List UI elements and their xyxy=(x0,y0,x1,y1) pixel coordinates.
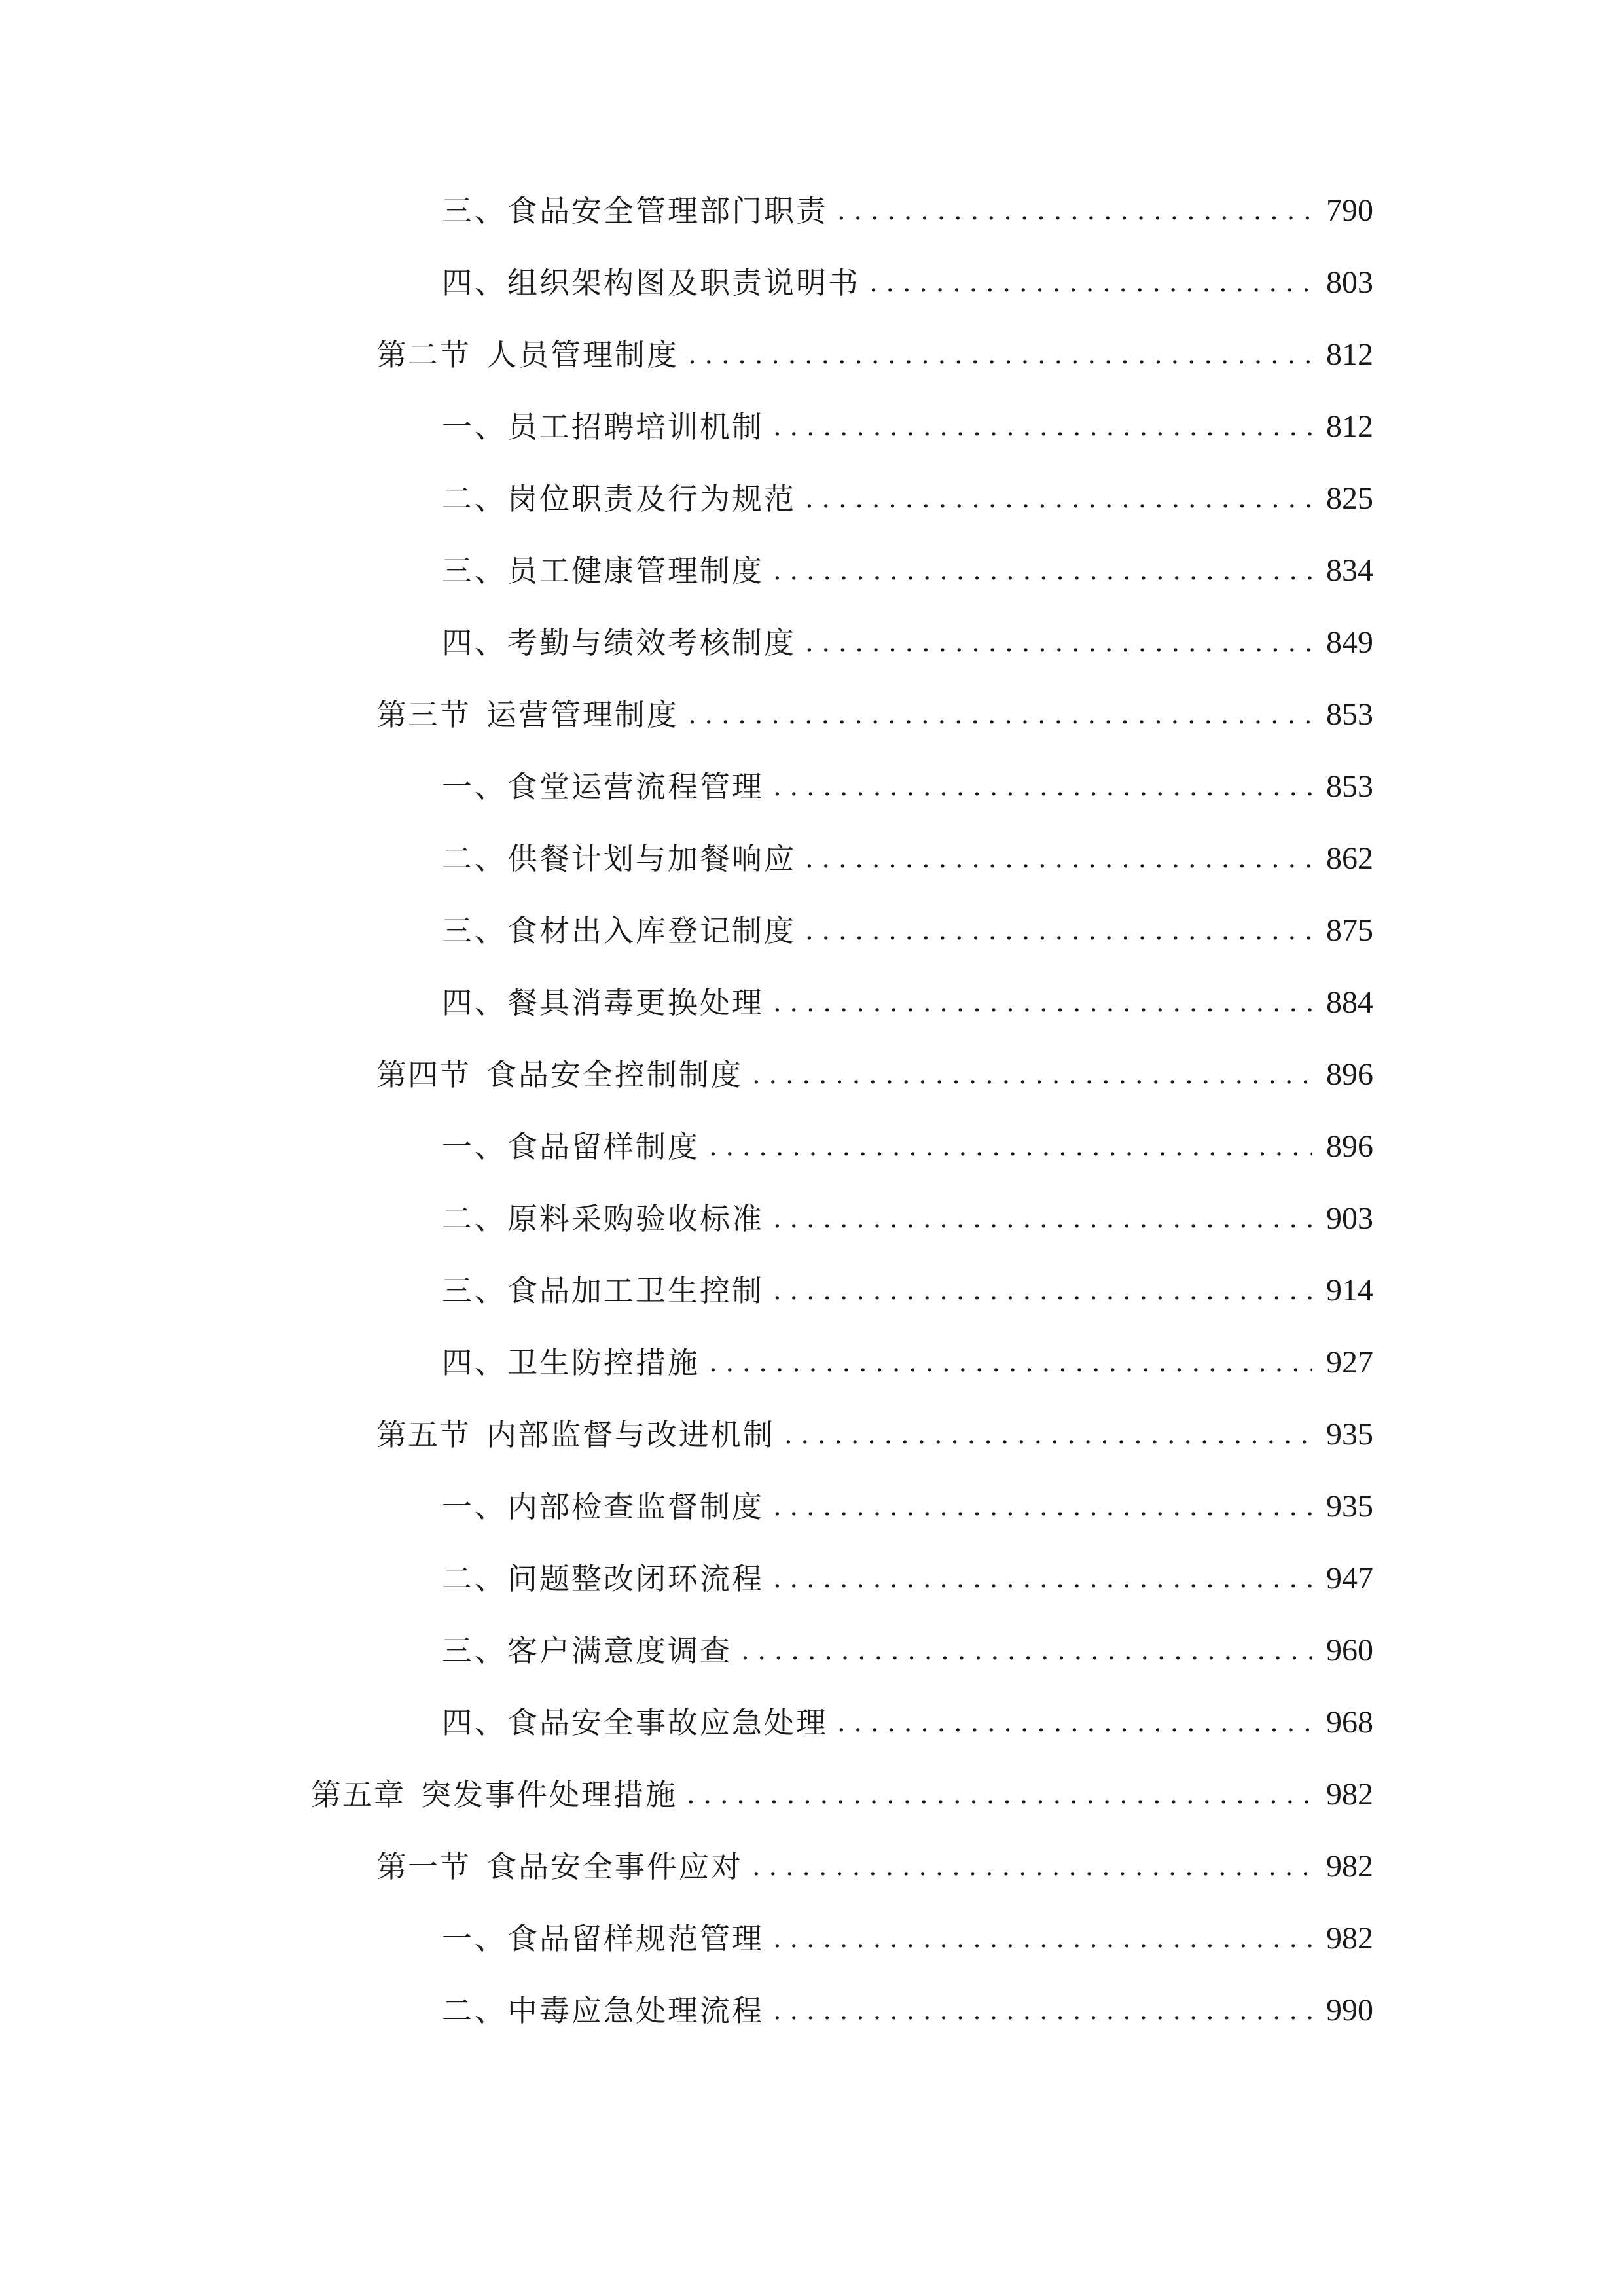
toc-entry-title: 食品加工卫生控制 xyxy=(507,1273,764,1308)
toc-entry-title: 卫生防控措施 xyxy=(507,1345,700,1380)
toc-entry-title: 食品安全事故应急处理 xyxy=(507,1705,828,1740)
toc-entry-title: 食品安全控制制度 xyxy=(486,1057,743,1092)
toc-entry-page-number: 927 xyxy=(1326,1345,1373,1380)
toc-entry-page-number: 935 xyxy=(1326,1417,1373,1452)
toc-entry-number: 四、 xyxy=(442,265,507,300)
toc-entry-title: 员工健康管理制度 xyxy=(507,553,764,588)
toc-entry-page-number: 968 xyxy=(1326,1705,1373,1740)
toc-entry-title: 考勤与绩效考核制度 xyxy=(507,625,796,660)
toc-entry-chapter[interactable] xyxy=(311,1768,1373,1821)
toc-dot-leader xyxy=(805,905,1312,957)
toc-entry-section[interactable] xyxy=(376,1049,1373,1101)
toc-entry-section[interactable] xyxy=(376,329,1373,381)
toc-entry-page-number: 982 xyxy=(1326,1849,1373,1884)
toc-dot-leader xyxy=(805,473,1312,525)
toc-entry-page-number: 812 xyxy=(1326,409,1373,444)
toc-entry-item[interactable] xyxy=(442,1912,1373,1965)
toc-entry-item[interactable] xyxy=(442,1984,1373,2037)
toc-dot-leader xyxy=(687,1768,1312,1821)
toc-dot-leader xyxy=(773,1912,1312,1965)
toc-entry-item[interactable] xyxy=(442,1265,1373,1317)
toc-entry-item[interactable] xyxy=(442,1624,1373,1677)
toc-entry-title: 食材出入库登记制度 xyxy=(507,913,796,948)
toc-entry-title: 食品安全事件应对 xyxy=(486,1849,743,1884)
toc-entry-section[interactable] xyxy=(376,1840,1373,1893)
toc-entry-page-number: 896 xyxy=(1326,1057,1373,1092)
toc-entry-item[interactable] xyxy=(442,401,1373,453)
toc-dot-leader xyxy=(869,257,1312,309)
toc-entry-number: 一、 xyxy=(442,1921,507,1956)
toc-entry-title: 组织架构图及职责说明书 xyxy=(507,265,860,300)
toc-entry-page-number: 790 xyxy=(1326,193,1373,228)
toc-entry-page-number: 960 xyxy=(1326,1633,1373,1668)
toc-dot-leader xyxy=(805,833,1312,885)
toc-entry-title: 餐具消毒更换处理 xyxy=(507,985,764,1020)
toc-entry-page-number: 903 xyxy=(1326,1201,1373,1236)
toc-entry-number: 第五章 xyxy=(311,1777,405,1812)
toc-entry-item[interactable] xyxy=(442,185,1373,237)
toc-entry-item[interactable] xyxy=(442,1121,1373,1173)
toc-entry-number: 二、 xyxy=(442,1993,507,2028)
toc-entry-page-number: 914 xyxy=(1326,1273,1373,1308)
toc-entry-section[interactable] xyxy=(376,689,1373,741)
toc-entry-page-number: 853 xyxy=(1326,697,1373,732)
toc-entry-number: 第三节 xyxy=(376,697,471,732)
toc-entry-title: 原料采购验收标准 xyxy=(507,1201,764,1236)
toc-entry-page-number: 990 xyxy=(1326,1993,1373,2028)
toc-entry-title: 员工招聘培训机制 xyxy=(507,409,764,444)
toc-entry-item[interactable] xyxy=(442,1193,1373,1245)
toc-entry-number: 第二节 xyxy=(376,337,471,372)
toc-dot-leader xyxy=(773,401,1312,453)
toc-entry-title: 内部监督与改进机制 xyxy=(486,1417,775,1452)
toc-entry-title: 供餐计划与加餐响应 xyxy=(507,841,796,876)
toc-entry-page-number: 812 xyxy=(1326,337,1373,372)
toc-entry-item[interactable] xyxy=(442,257,1373,309)
toc-entry-number: 四、 xyxy=(442,625,507,660)
toc-entry-page-number: 849 xyxy=(1326,625,1373,660)
toc-entry-number: 三、 xyxy=(442,1273,507,1308)
toc-entry-item[interactable] xyxy=(442,1480,1373,1533)
toc-entry-item[interactable] xyxy=(442,1336,1373,1389)
toc-entry-number: 四、 xyxy=(442,1345,507,1380)
toc-dot-leader xyxy=(688,329,1312,381)
toc-dot-leader xyxy=(773,1193,1312,1245)
toc-entry-title: 客户满意度调查 xyxy=(507,1633,732,1668)
toc-entry-page-number: 884 xyxy=(1326,985,1373,1020)
toc-entry-title: 突发事件处理措施 xyxy=(421,1777,677,1812)
toc-entry-number: 四、 xyxy=(442,1705,507,1740)
toc-entry-number: 第一节 xyxy=(376,1849,471,1884)
toc-entry-title: 运营管理制度 xyxy=(486,697,679,732)
toc-entry-number: 三、 xyxy=(442,193,507,228)
toc-entry-item[interactable] xyxy=(442,1696,1373,1749)
toc-dot-leader xyxy=(752,1049,1312,1101)
toc-entry-page-number: 935 xyxy=(1326,1489,1373,1524)
toc-entry-number: 一、 xyxy=(442,1129,507,1164)
toc-entry-title: 食品安全管理部门职责 xyxy=(507,193,828,228)
toc-entry-page-number: 982 xyxy=(1326,1921,1373,1956)
toc-entry-number: 四、 xyxy=(442,985,507,1020)
toc-dot-leader xyxy=(837,185,1312,237)
toc-entry-number: 一、 xyxy=(442,409,507,444)
toc-dot-leader xyxy=(837,1696,1312,1749)
toc-entry-title: 内部检查监督制度 xyxy=(507,1489,764,1524)
toc-entry-page-number: 896 xyxy=(1326,1129,1373,1164)
toc-entry-number: 第四节 xyxy=(376,1057,471,1092)
toc-entry-number: 三、 xyxy=(442,913,507,948)
toc-entry-item[interactable] xyxy=(442,833,1373,885)
toc-entry-number: 二、 xyxy=(442,841,507,876)
toc-entry-item[interactable] xyxy=(442,977,1373,1029)
toc-entry-number: 三、 xyxy=(442,553,507,588)
toc-dot-leader xyxy=(773,545,1312,597)
toc-entry-number: 第五节 xyxy=(376,1417,471,1452)
toc-entry-item[interactable] xyxy=(442,761,1373,813)
toc-entry-title: 问题整改闭环流程 xyxy=(507,1561,764,1596)
toc-entry-page-number: 853 xyxy=(1326,769,1373,804)
toc-entry-section[interactable] xyxy=(376,1408,1373,1461)
toc-dot-leader xyxy=(709,1336,1312,1389)
toc-dot-leader xyxy=(773,1552,1312,1605)
toc-entry-title: 食堂运营流程管理 xyxy=(507,769,764,804)
toc-entry-title: 岗位职责及行为规范 xyxy=(507,481,796,516)
toc-entry-page-number: 803 xyxy=(1326,265,1373,300)
toc-entry-page-number: 875 xyxy=(1326,913,1373,948)
toc-dot-leader xyxy=(709,1121,1312,1173)
toc-entry-title: 人员管理制度 xyxy=(486,337,679,372)
toc-dot-leader xyxy=(741,1624,1312,1677)
toc-entry-title: 食品留样规范管理 xyxy=(507,1921,764,1956)
toc-dot-leader xyxy=(773,1984,1312,2037)
toc-entry-number: 二、 xyxy=(442,481,507,516)
toc-dot-leader xyxy=(752,1840,1312,1893)
toc-dot-leader xyxy=(773,1265,1312,1317)
toc-dot-leader xyxy=(805,617,1312,669)
toc-dot-leader xyxy=(688,689,1312,741)
toc-dot-leader xyxy=(784,1408,1312,1461)
toc-entry-page-number: 982 xyxy=(1326,1777,1373,1812)
toc-dot-leader xyxy=(773,1480,1312,1533)
toc-dot-leader xyxy=(773,977,1312,1029)
toc-entry-item[interactable] xyxy=(442,617,1373,669)
toc-entry-item[interactable] xyxy=(442,1552,1373,1605)
toc-entry-page-number: 825 xyxy=(1326,481,1373,516)
toc-entry-item[interactable] xyxy=(442,545,1373,597)
toc-entry-number: 二、 xyxy=(442,1201,507,1236)
toc-entry-page-number: 834 xyxy=(1326,553,1373,588)
toc-entry-title: 中毒应急处理流程 xyxy=(507,1993,764,2028)
toc-entry-number: 一、 xyxy=(442,769,507,804)
toc-entry-item[interactable] xyxy=(442,905,1373,957)
toc-dot-leader xyxy=(773,761,1312,813)
toc-entry-page-number: 947 xyxy=(1326,1561,1373,1596)
toc-entry-page-number: 862 xyxy=(1326,841,1373,876)
toc-entry-number: 一、 xyxy=(442,1489,507,1524)
toc-entry-title: 食品留样制度 xyxy=(507,1129,700,1164)
toc-entry-number: 二、 xyxy=(442,1561,507,1596)
toc-entry-number: 三、 xyxy=(442,1633,507,1668)
toc-entry-item[interactable] xyxy=(442,473,1373,525)
